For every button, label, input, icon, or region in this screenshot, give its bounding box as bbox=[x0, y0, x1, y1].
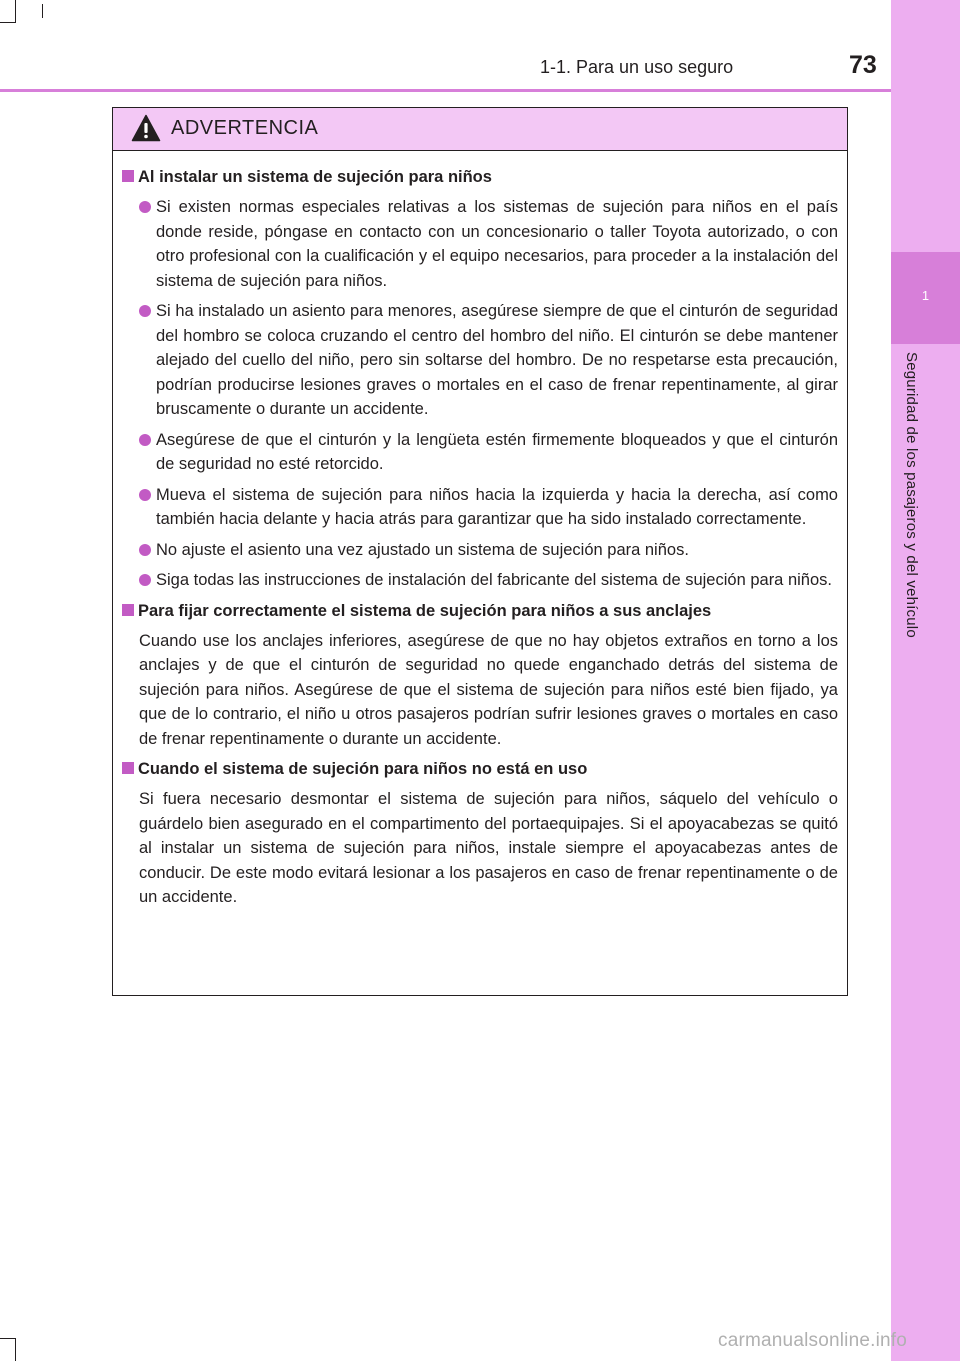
page-number: 73 bbox=[849, 51, 877, 79]
warning-triangle-icon bbox=[131, 114, 161, 142]
chapter-sidebar bbox=[891, 0, 960, 1361]
watermark: carmanualsonline.info bbox=[718, 1330, 908, 1351]
bullet-item: Siga todas las instrucciones de instalación del fabricante del sistema de sujeción para niños. bbox=[122, 568, 838, 593]
chapter-number: 1 bbox=[921, 288, 930, 303]
bullet-item: Si existen normas especiales relativas a los sistemas de sujeción para niños en el país donde reside, póngase en contacto con un concesionario o taller Toyota autorizado, o con otro profesional con la cualificación y el equipo necesarios, para proceder a la instalación del sistema de sujeción para niños. bbox=[122, 195, 838, 293]
bullet-item: No ajuste el asiento una vez ajustado un sistema de sujeción para niños. bbox=[122, 538, 838, 563]
crop-mark bbox=[0, 22, 16, 23]
crop-mark bbox=[0, 1338, 16, 1339]
warning-title: ADVERTENCIA bbox=[171, 117, 319, 139]
section-heading: Cuando el sistema de sujeción para niños no está en uso bbox=[122, 757, 838, 781]
section-title: 1-1. Para un uso seguro bbox=[540, 57, 734, 77]
warning-header bbox=[113, 108, 847, 151]
crop-mark bbox=[42, 4, 43, 18]
section-heading: Al instalar un sistema de sujeción para niños bbox=[122, 165, 838, 189]
section-paragraph: Cuando use los anclajes inferiores, asegúrese de que no hay objetos extraños en torno a los anclajes y de que el cinturón de seguridad no quede enganchado detrás del sistema de sujeción para niños. Asegúrese de que el sistema de sujeción para niños esté bien fijado, ya que de lo contrario, el niño u otros pasajeros podrían sufrir lesiones graves o mortales en caso de frenar repentinamente o durante un accidente. bbox=[139, 631, 838, 748]
crop-mark bbox=[15, 1338, 16, 1361]
warning-body bbox=[113, 151, 847, 910]
bullet-item: Asegúrese de que el cinturón y la lengüeta estén firmemente bloqueados y que el cinturón de seguridad no esté retorcido. bbox=[122, 428, 838, 477]
section-heading: Para fijar correctamente el sistema de sujeción para niños a sus anclajes bbox=[122, 599, 838, 623]
bullet-item: Si ha instalado un asiento para menores, asegúrese siempre de que el cinturón de seguridad del hombro se coloca cruzando el centro del hombro del niño. El cinturón se debe mantener alejado del cuello del niño, pero sin soltarse del hombro. De no respetarse esta precaución, podrían producirse lesiones graves o mortales en el caso de frenar repentinamente, al girar bruscamente o durante un accidente. bbox=[122, 299, 838, 422]
bullet-item: Mueva el sistema de sujeción para niños hacia la izquierda y hacia la derecha, así como también hacia delante y hacia atrás para garantizar que ha sido instalado correctamente. bbox=[122, 483, 838, 532]
header-rule bbox=[0, 89, 891, 92]
chapter-title: Seguridad de los pasajeros y del vehículo bbox=[903, 352, 920, 638]
crop-mark bbox=[15, 0, 16, 22]
section-paragraph: Si fuera necesario desmontar el sistema de sujeción para niños, sáquelo del vehículo o guárdelo bien asegurado en el compartimento del portaequipajes. Si el apoyacabezas se quitó al instalar un sistema de sujeción para niños, instale siempre el apoyacabezas antes de conducir. De este modo evitará lesionar a los pasajeros en caso de frenar repentinamente o de un accidente. bbox=[139, 790, 838, 906]
warning-box bbox=[112, 107, 848, 996]
